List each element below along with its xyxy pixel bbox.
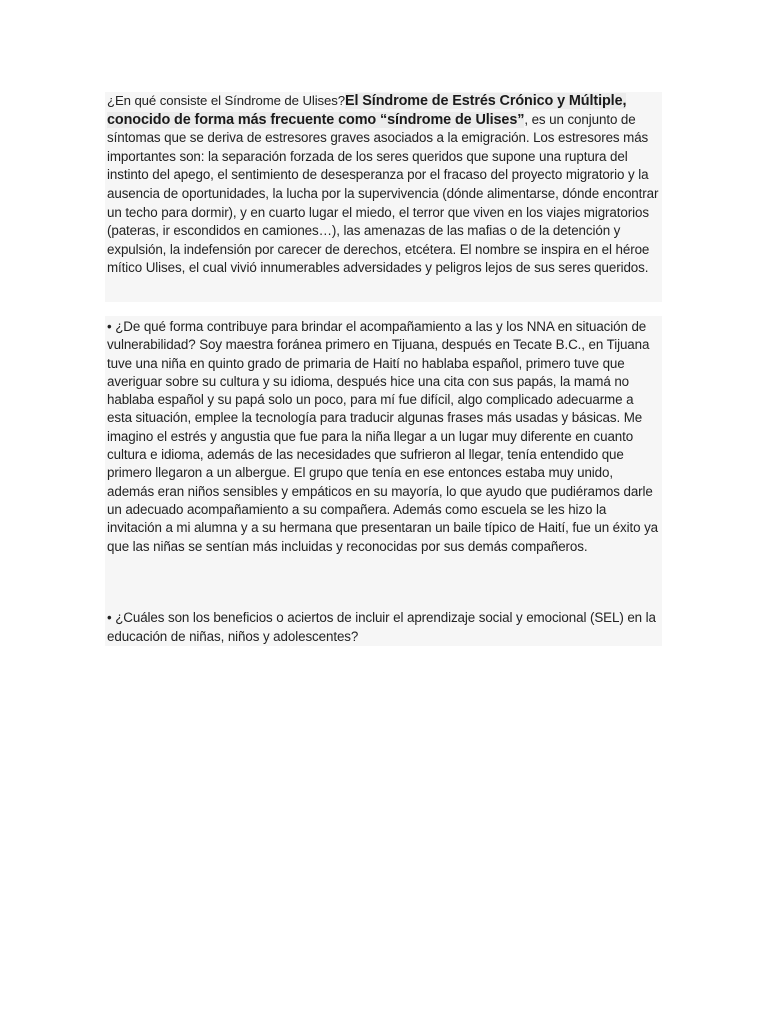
ulises-syndrome-paragraph [107,92,660,278]
accompaniment-paragraph: • ¿De qué forma contribuye para brindar el acompañamiento a las y los NNA en situación de vulnerabilidad? Soy maestra foránea primero en Tijuana, después en Tecate B.C., en Tijuana tuve una niña en quinto grado de primaria de Haití no hablaba español, primero tuve que averiguar sobre su cultura y su idioma, después hice una cita con sus papás, la mamá no hablaba español y su papá solo un poco, para mí fue difícil, algo complicado adecuarme a esta situación, emplee la tecnología para traducir algunas frases más usadas y básicas. Me imagino el estrés y angustia que fue para la niña llegar a un lugar muy diferente en cuanto cultura e idioma, además de las necesidades que sufrieron al llegar, tenía entendido que primero llegaron a un albergue. El grupo que tenía en ese entonces estaba muy unido, además eran niños sensibles y empáticos en su mayoría, lo que ayudo que pudiéramos darle un adecuado acompañamiento a su compañera. Además como escuela se les hizo la invitación a mi alumna y a su hermana que presentaran un baile típico de Haití, fue un éxito ya que las niñas se sentían más incluidas y reconocidas por sus demás compañeros. [107,319,659,554]
question-ulises-syndrome: ¿En qué consiste el Síndrome de Ulises? [107,93,345,108]
sel-benefits-question: • ¿Cuáles son los beneficios o aciertos de incluir el aprendizaje social y emocional (SEL) en la educación de niñas, niños y adolescentes? [107,610,656,644]
syndrome-definition-body: , es un conjunto de síntomas que se deriva de estresores graves asociados a la emigración. Los estresores más importantes son: la separación forzada de los seres queridos que supone una ruptura del instinto del apego, el sentimiento de desesperanza por el fracaso del proyecto migratorio y la ausencia de oportunidades, la lucha por la supervivencia (dónde alimentarse, dónde encontrar un techo para dormir), y en cuarto lugar el miedo, el terror que viven en los viajes migratorios (pateras, ir escondidos en camiones…), las amenazas de las mafias o de la detención y expulsión, la indefensión por carecer de derechos, etcétera. El nombre se inspira en el héroe mítico Ulises, el cual vivió innumerables adversidades y peligros lejos de sus seres queridos. [107,111,659,276]
syndrome-definition-term: El Síndrome de Estrés Crónico y Múltiple, conocido de forma más frecuente como “síndrome de Ulises” [107,93,627,128]
